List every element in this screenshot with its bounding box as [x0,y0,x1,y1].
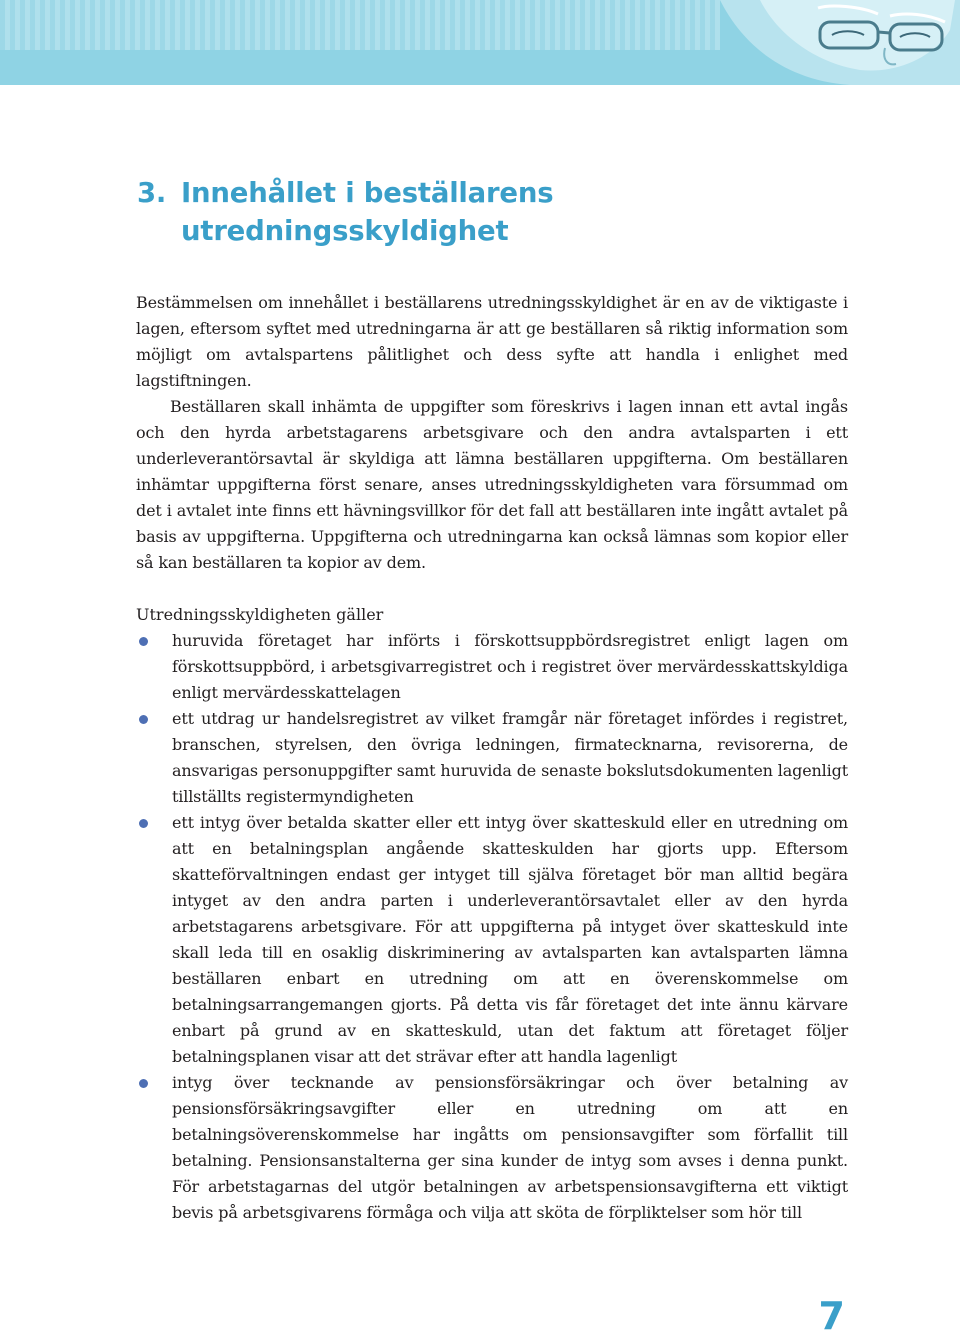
list-intro: Utredningsskyldigheten gäller [136,605,384,624]
list-item [136,706,848,810]
bullet-icon [139,715,148,724]
bullet-icon [139,637,148,646]
list-item [136,810,848,1070]
heading-line-2: utredningsskyldighet [181,215,509,247]
bullet-icon [139,819,148,828]
page-number: 7 [818,1294,845,1338]
heading-line-1: Innehållet i beställarens [181,177,554,209]
section-heading [137,174,553,250]
bullet-icon [139,1079,148,1088]
obligation-list [136,628,848,1226]
list-item-text: ett intyg över betalda skatter eller ett intyg över skatteskuld eller en utredning om att en betalningsplan angående skatteskulden har gjorts upp. Eftersom skatteförvaltningen endast ger intyget till själva företaget bör man alltid begära intyget av den andra parten i underleverantörsavtalet eller av den hyrda arbetstagarens arbetsgivare. För att uppgifterna på intyget över skatteskuld inte skall leda till en osaklig diskriminering av avtalsparten kan avtalsparten lämna beställaren enbart en utredning om att en överenskommelse om betalningsarrangemangen gjorts. På detta vis får företaget det inte ännu kärvare enbart på grund av en skatteskuld, utan det faktum att företaget följer betalningsplanen visar att det strävar efter att handla lagenligt [172,813,848,1066]
list-item [136,1070,848,1226]
woman-face-illustration [700,0,960,85]
paragraph-intro: Bestämmelsen om innehållet i beställarens utredningsskyldighet är en av de viktigaste i lagen, eftersom syftet med utredningarna är att ge beställaren så riktig information som möjligt om avtalspartens pålitlighet och dess syfte att handla i enlighet med lagstiftningen. [136,293,848,390]
banner-stripes [0,0,720,50]
section-number: 3. [137,177,167,209]
list-item-text: intyg över tecknande av pensionsförsäkringar och över betalning av pensionsförsäkringsavgifter eller en utredning om att en betalningsöverenskommelse har ingåtts om pensionsavgifter som förfallit till betalning. Pensionsanstalterna ger sina kunder de intyg som avses i denna punkt. För arbetstagarnas del utgör betalningen av arbetspensionsavgifterna ett viktigt bevis på arbetsgivarens förmåga och vilja att sköta de förpliktelser som hör till [172,1073,848,1222]
body-text [136,290,848,576]
paragraph-obligation: Beställaren skall inhämta de uppgifter som föreskrivs i lagen innan ett avtal ingås och den hyrda arbetstagarens arbetsgivare och den andra avtalsparten i ett underleverantörsavtal är skyldiga att lämna beställaren uppgifterna. Om beställaren inhämtar uppgifterna först senare, anses utredningsskyldigheten vara försummad om det i avtalet inte finns ett hävningsvillkor för det fall att beställaren inte ingått avtalet på basis av uppgifterna. Uppgifterna och utredningarna kan också lämnas som kopior eller så kan beställaren ta kopior av dem. [136,397,848,572]
list-item [136,628,848,706]
list-item-text: huruvida företaget har införts i förskottsuppbördsregistret enligt lagen om förskottsuppbörd, i arbetsgivarregistret och i registret över mervärdesskattskyldiga enligt mervärdesskattelagen [172,631,848,702]
header-banner [0,0,960,85]
list-item-text: ett utdrag ur handelsregistret av vilket framgår när företaget infördes i registret, branschen, styrelsen, den övriga ledningen, firmatecknarna, revisorerna, de ansvarigas personuppgifter samt huruvida de senaste bokslutsdokumenten lagenligt tillställts registermyndigheten [172,709,848,806]
